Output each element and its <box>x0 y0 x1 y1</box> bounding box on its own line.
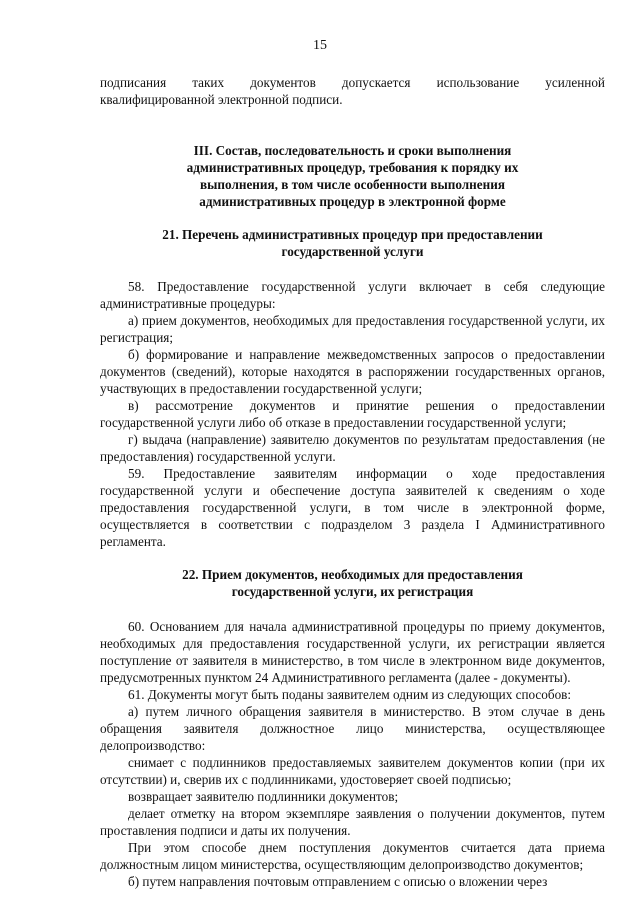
paragraph-61: 61. Документы могут быть поданы заявителем одним из следующих способов: <box>128 687 572 702</box>
paragraph-58-b: б) формирование и направление межведомственных запросов о предоставлении документов (сведений), которые находятся в распоряжении государственных органов, участвующих в предоставлении государственной услуги; <box>100 347 605 396</box>
paragraph-60: 60. Основанием для начала административной процедуры по приему документов, необходимых для предоставления государственной услуги, их регистрации является поступление от заявителя в министерство, в том числе в электронном виде документов, предусмотренных пунктом 24 Административного регламента (далее - документы). <box>100 619 605 685</box>
paragraph-58-c: в) рассмотрение документов и принятие решения о предоставлении государственной услуги либо об отказе в предоставлении государственной услуги; <box>100 398 605 430</box>
page-number: 15 <box>313 38 327 53</box>
document-body <box>100 74 605 890</box>
paragraph-61-a-mark: делает отметку на втором экземпляре заявления о получении документов, путем проставления подписи и даты их получения. <box>100 806 605 838</box>
subsection-22-heading: 22. Прием документов, необходимых для предоставления государственной услуги, их регистрация <box>182 567 523 599</box>
paragraph-61-a: а) путем личного обращения заявителя в министерство. В этом случае в день обращения заявителя должностное лицо министерства, осуществляющее делопроизводство: <box>100 704 605 753</box>
paragraph-59: 59. Предоставление заявителям информации о ходе предоставления государственной услуги и обеспечение доступа заявителей к сведениям о ходе предоставления государственной услуги, в том числе в электронной форме, осуществляется в соответствии с подразделом 3 раздела I Административного регламента. <box>100 466 605 549</box>
paragraph-61-a-copies: снимает с подлинников предоставляемых заявителем документов копии (при их отсутствии) и, сверив их с подлинниками, удостоверяет своей подписью; <box>100 755 605 787</box>
paragraph-58: 58. Предоставление государственной услуги включает в себя следующие административные процедуры: <box>100 279 605 311</box>
paragraph-61-b: б) путем направления почтовым отправлением с описью о вложении через <box>128 874 548 889</box>
paragraph-58-d: г) выдача (направление) заявителю документов по результатам предоставления (не предоставления) государственной услуги. <box>100 432 605 464</box>
paragraph-58-a: а) прием документов, необходимых для предоставления государственной услуги, их регистрация; <box>100 313 605 345</box>
section-heading: III. Состав, последовательность и сроки выполнения административных процедур, требования к порядку их выполнения, в том числе особенности выполнения административных процедур в электронной форме <box>186 143 519 209</box>
intro-paragraph: подписания таких документов допускается использование усиленной квалифицированной электронной подписи. <box>100 75 605 107</box>
paragraph-61-a-date: При этом способе днем поступления документов считается дата приема должностным лицом министерства, осуществляющим делопроизводство документов; <box>100 840 605 872</box>
paragraph-61-a-return: возвращает заявителю подлинники документов; <box>128 789 399 804</box>
subsection-21-heading: 21. Перечень административных процедур при предоставлении государственной услуги <box>162 227 543 259</box>
